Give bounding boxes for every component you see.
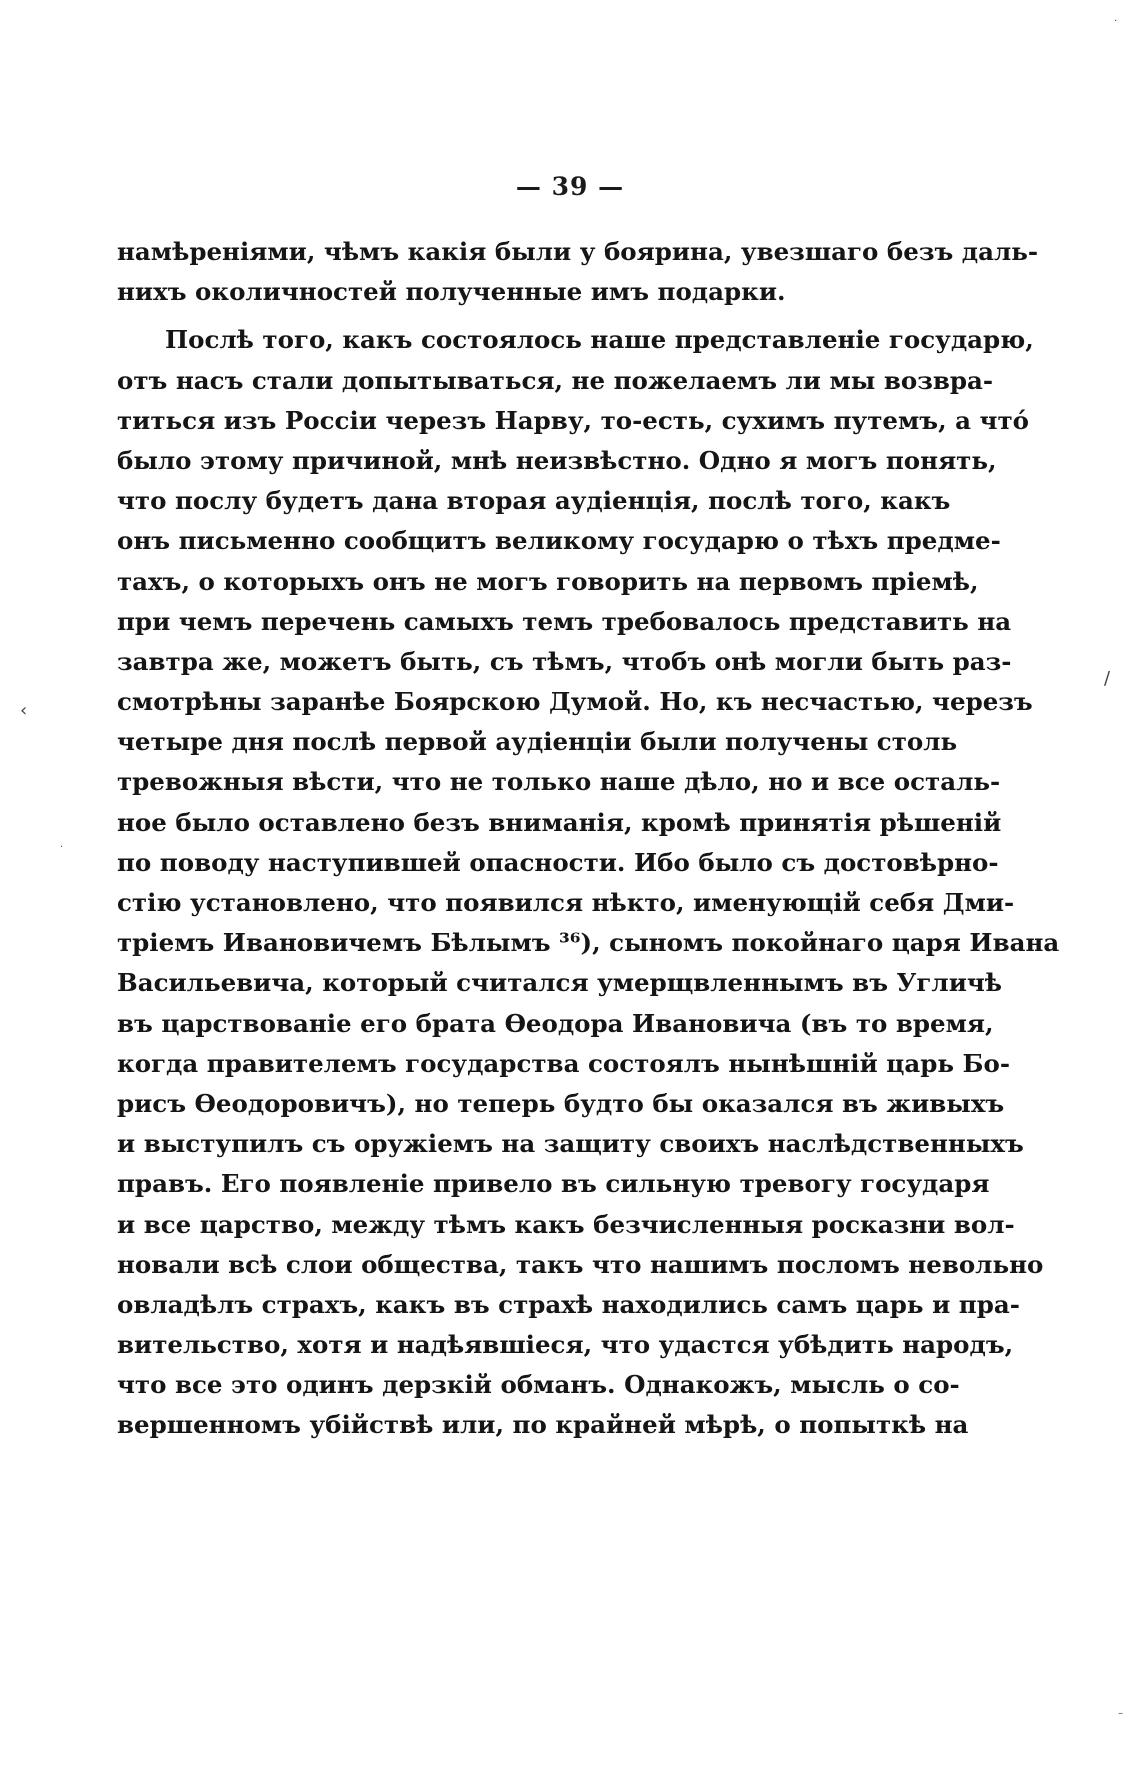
text-line: намѣреніями, чѣмъ какія были у боярина, увезшаго безъ даль- — [117, 237, 1039, 266]
paragraph-2 — [117, 320, 1060, 1445]
text-line: Послѣ того, какъ состоялось наше представленіе государю, — [165, 325, 1034, 355]
text-line: онъ письменно сообщитъ великому государю о тѣхъ предме- — [117, 526, 1001, 556]
text-line: что все это одинъ дерзкій обманъ. Однакожъ, мысль о со- — [117, 1370, 960, 1400]
text-line: ное было оставлено безъ вниманія, кромѣ принятія рѣшеній — [117, 807, 1002, 837]
text-line: въ царствованіе его брата Ѳеодора Ивановича (въ то время, — [117, 1008, 994, 1038]
margin-speck-lower-left: · — [60, 842, 64, 853]
text-line: при чемъ перечень самыхъ темъ требовалось представить на — [117, 606, 1012, 636]
text-line: вершенномъ убійствѣ или, по крайней мѣрѣ, о попыткѣ на — [117, 1410, 969, 1440]
text-line: новали всѣ слои общества, такъ что нашимъ посломъ невольно — [117, 1249, 1044, 1279]
margin-speck-left: ‹ — [20, 700, 28, 721]
margin-speck-lower-right: – — [1118, 1708, 1123, 1719]
text-line: по поводу наступившей опасности. Ибо было съ достовѣрно- — [117, 847, 999, 877]
text-line: что послу будетъ дана вторая аудіенція, послѣ того, какъ — [117, 486, 951, 516]
text-line: правъ. Его появленіе привело въ сильную тревогу государя — [117, 1169, 990, 1199]
page-number: — 39 — — [515, 172, 625, 201]
text-line: и выступилъ съ оружіемъ на защиту своихъ наслѣдственныхъ — [117, 1129, 1024, 1159]
text-line: тахъ, о которыхъ онъ не могъ говорить на первомъ пріемѣ, — [117, 566, 979, 596]
text-line: тріемъ Ивановичемъ Бѣлымъ ³⁶), сыномъ покойнаго царя Ивана — [117, 928, 1060, 958]
text-line: четыре дня послѣ первой аудіенціи были получены столь — [117, 727, 958, 757]
text-line: отъ насъ стали допытываться, не пожелаемъ ли мы возвра- — [117, 365, 994, 395]
text-line: стію установлено, что появился нѣкто, именующій себя Дми- — [117, 888, 1015, 917]
text-line: нихъ околичностей полученные имъ подарки. — [117, 277, 786, 307]
text-line: рисъ Ѳеодоровичъ), но теперь будто бы оказался въ живыхъ — [117, 1088, 1005, 1118]
text-line: овладѣлъ страхъ, какъ въ страхѣ находились самъ царь и пра- — [117, 1289, 1020, 1319]
text-line: было этому причиной, мнѣ неизвѣстно. Одно я могъ понять, — [117, 445, 997, 475]
margin-speck-top-right: · — [1114, 16, 1118, 27]
text-line: титься изъ Россіи черезъ Нарву, то-есть, сухимъ путемъ, а чтó — [117, 405, 1029, 435]
text-line: вительство, хотя и надѣявшіеся, что удастся убѣдить народъ, — [117, 1330, 1014, 1360]
text-line: Васильевича, который считался умерщвленнымъ въ Угличѣ — [117, 968, 1003, 998]
paragraph-1 — [117, 232, 1039, 312]
text-line: когда правителемъ государства состоялъ нынѣшній царь Бо- — [117, 1048, 1010, 1078]
text-line: и все царство, между тѣмъ какъ безчисленныя росказни вол- — [117, 1209, 1015, 1239]
margin-speck-right: / — [1104, 668, 1111, 689]
text-line: тревожныя вѣсти, что не только наше дѣло, но и все осталь- — [117, 767, 1001, 797]
text-line: смотрѣны заранѣе Боярскою Думой. Но, къ несчастью, черезъ — [117, 687, 1033, 717]
text-line: завтра же, можетъ быть, съ тѣмъ, чтобъ онѣ могли быть раз- — [117, 646, 1012, 676]
page-text — [117, 232, 1060, 1446]
